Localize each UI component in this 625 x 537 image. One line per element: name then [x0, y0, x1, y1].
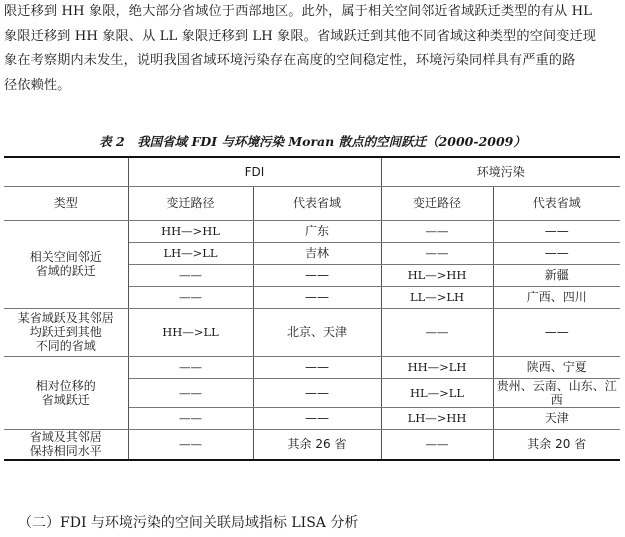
- cell: ——: [253, 378, 381, 407]
- table-caption: 表 2 我国省域 FDI 与环境污染 Moran 散点的空间跃迁（2000-2009）: [99, 134, 526, 149]
- cell: 广东: [253, 220, 381, 242]
- cell: ——: [253, 264, 381, 286]
- paragraph-line: 象限迁移到 HH 象限、从 LL 象限迁移到 LH 象限。省域跃迁到其他不同省域这种类型的空间变迁现: [4, 28, 597, 44]
- cell: ——: [253, 286, 381, 308]
- header-env: 环境污染: [381, 157, 620, 186]
- cell: ——: [381, 429, 493, 460]
- cell: HH—>HL: [128, 220, 253, 242]
- type-label: 省域及其邻居 保持相同水平: [29, 430, 102, 459]
- header-fdi: FDI: [128, 157, 381, 186]
- cell: 陕西、宁夏: [493, 356, 620, 378]
- type-label: 某省域跃及其邻居 均跃迁到其他 不同的省域: [17, 311, 114, 353]
- cell: ——: [381, 308, 493, 356]
- cell: LH—>LL: [128, 242, 253, 264]
- body-paragraph: [4, 0, 619, 98]
- cell: 新疆: [493, 264, 620, 286]
- cell: 其余 26 省: [253, 429, 381, 460]
- header-env-prov: 代表省域: [493, 186, 620, 220]
- cell: HH—>LH: [381, 356, 493, 378]
- cell: ——: [253, 356, 381, 378]
- paragraph-line: 径依赖性。: [4, 77, 71, 93]
- header-env-path: 变迁路径: [381, 186, 493, 220]
- paragraph-line: 象在考察期内未发生，说明我国省域环境污染存在高度的空间稳定性，环境污染同样具有严重的路: [4, 53, 576, 68]
- header-fdi-path: 变迁路径: [128, 186, 253, 220]
- type-label: 相关空间邻近 省域的跃迁: [29, 250, 102, 278]
- type-cell: [4, 220, 128, 308]
- cell: LH—>HH: [381, 407, 493, 429]
- type-label: 相对位移的 省域跃迁: [35, 378, 96, 407]
- cell: ——: [128, 407, 253, 429]
- cell: 天津: [493, 407, 620, 429]
- type-cell: [4, 356, 128, 429]
- cell: ——: [128, 264, 253, 286]
- header-fdi-prov: 代表省域: [253, 186, 381, 220]
- cell: LL—>LH: [381, 286, 493, 308]
- cell: ——: [128, 378, 253, 407]
- paragraph-line: 限迁移到 HH 象限，绝大部分省域位于西部地区。此外，属于相关空间邻近省域跃迁类型的有从 HL: [4, 4, 593, 19]
- section-heading: （二）FDI 与环境污染的空间关联局域指标 LISA 分析: [18, 515, 359, 531]
- transition-table: [4, 156, 620, 461]
- cell: HL—>LL: [381, 378, 493, 407]
- cell: ——: [381, 242, 493, 264]
- cell: 北京、天津: [253, 308, 381, 356]
- header-blank: [4, 157, 128, 186]
- cell: HH—>LL: [128, 308, 253, 356]
- cell: ——: [493, 242, 620, 264]
- cell: 吉林: [253, 242, 381, 264]
- type-cell: [4, 308, 128, 356]
- cell: ——: [128, 286, 253, 308]
- header-type: 类型: [4, 186, 128, 220]
- cell: 贵州、云南、山东、江西: [493, 378, 620, 407]
- cell: ——: [381, 220, 493, 242]
- cell: 其余 20 省: [493, 429, 620, 460]
- cell: ——: [128, 429, 253, 460]
- cell: ——: [128, 356, 253, 378]
- cell: ——: [253, 407, 381, 429]
- cell: ——: [493, 220, 620, 242]
- cell: ——: [493, 308, 620, 356]
- cell: 广西、四川: [493, 286, 620, 308]
- type-cell: [4, 429, 128, 460]
- cell: HL—>HH: [381, 264, 493, 286]
